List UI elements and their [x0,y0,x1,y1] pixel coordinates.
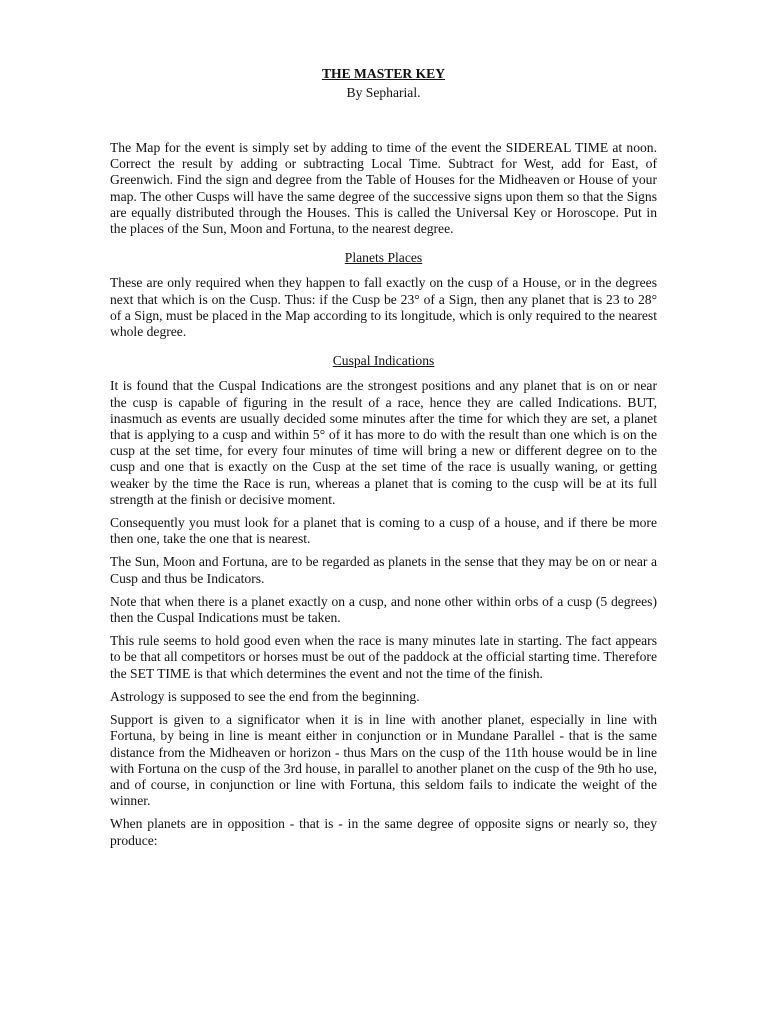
document-page [110,66,657,856]
document-title: THE MASTER KEY [321,66,446,81]
paragraph-cuspal-4: Note that when there is a planet exactly on a cusp, and none other within orbs of a cusp (5 degrees) then the Cuspal Indications must be taken. [110,593,657,626]
paragraph-cuspal-5: This rule seems to hold good even when the race is many minutes late in starting. The fact appears to be that all competitors or horses must be out of the paddock at the official starting time. Therefore the SET TIME is that which determines the event and not the time of the finish. [110,633,657,681]
section-heading-planets-places: Planets Places [344,250,423,266]
paragraph-cuspal-7: Support is given to a significator when it is in line with another planet, especially in line with Fortuna, by being in line is meant either in conjunction or in Mundane Parallel - that is the same distance from the Midheaven or horizon - thus Mars on the cusp of the 11th house would be in line with Fortuna on the cusp of the 3rd house, in parallel to another planet on the cusp of the 9th ho use, and of course, in conjunction or line with Fortuna, this seldom fails to indicate the weight of the winner. [110,712,657,809]
paragraph-cuspal-6: Astrology is supposed to see the end from the beginning. [110,688,420,704]
intro-paragraph: The Map for the event is simply set by adding to time of the event the SIDEREAL TIME at noon. Correct the result by adding or subtracting Local Time. Subtract for West, add for East, of Greenwich. Find the sign and degree from the Table of Houses for the Midheaven or House of your map. The other Cusps will have the same degree of the successive signs upon them so that the Signs are equally distributed through the Houses. This is called the Universal Key or Horoscope. Put in the places of the Sun, Moon and Fortuna, to the nearest degree. [110,140,657,237]
paragraph-cuspal-8: When planets are in opposition - that is - in the same degree of opposite signs or nearly so, they produce: [110,816,657,848]
section-heading-cuspal-indications: Cuspal Indications [332,353,435,369]
document-byline: By Sepharial. [346,85,421,100]
paragraph-cuspal-1: It is found that the Cuspal Indications are the strongest positions and any planet that is on or near the cusp is capable of figuring in the result of a race, hence they are called Indications. BUT, inasmuch as events are usually decided some minutes after the time for which they are set, a planet that is applying to a cusp and within 5° of it has more to do with the result than one which is on the cusp at the set time, for every four minutes of time will bring a new or different degree on to the cusp and one that is exactly on the Cusp at the set time of the race is usually waning, or getting weaker by the time the Race is run, whereas a planet that is coming to the cusp will be at its full strength at the finish or decisive moment. [110,378,657,507]
paragraph-cuspal-3: The Sun, Moon and Fortuna, are to be regarded as planets in the sense that they may be on or near a Cusp and thus be Indicators. [110,554,657,586]
paragraph-planets-places: These are only required when they happen to fall exactly on the cusp of a House, or in the degrees next that which is on the Cusp. Thus: if the Cusp be 23° of a Sign, then any planet that is 23 to 28° of a Sign, must be placed in the Map according to its longitude, which is only required to the nearest whole degree. [110,275,657,340]
paragraph-cuspal-2: Consequently you must look for a planet that is coming to a cusp of a house, and if there be more then one, take the one that is nearest. [110,515,657,547]
